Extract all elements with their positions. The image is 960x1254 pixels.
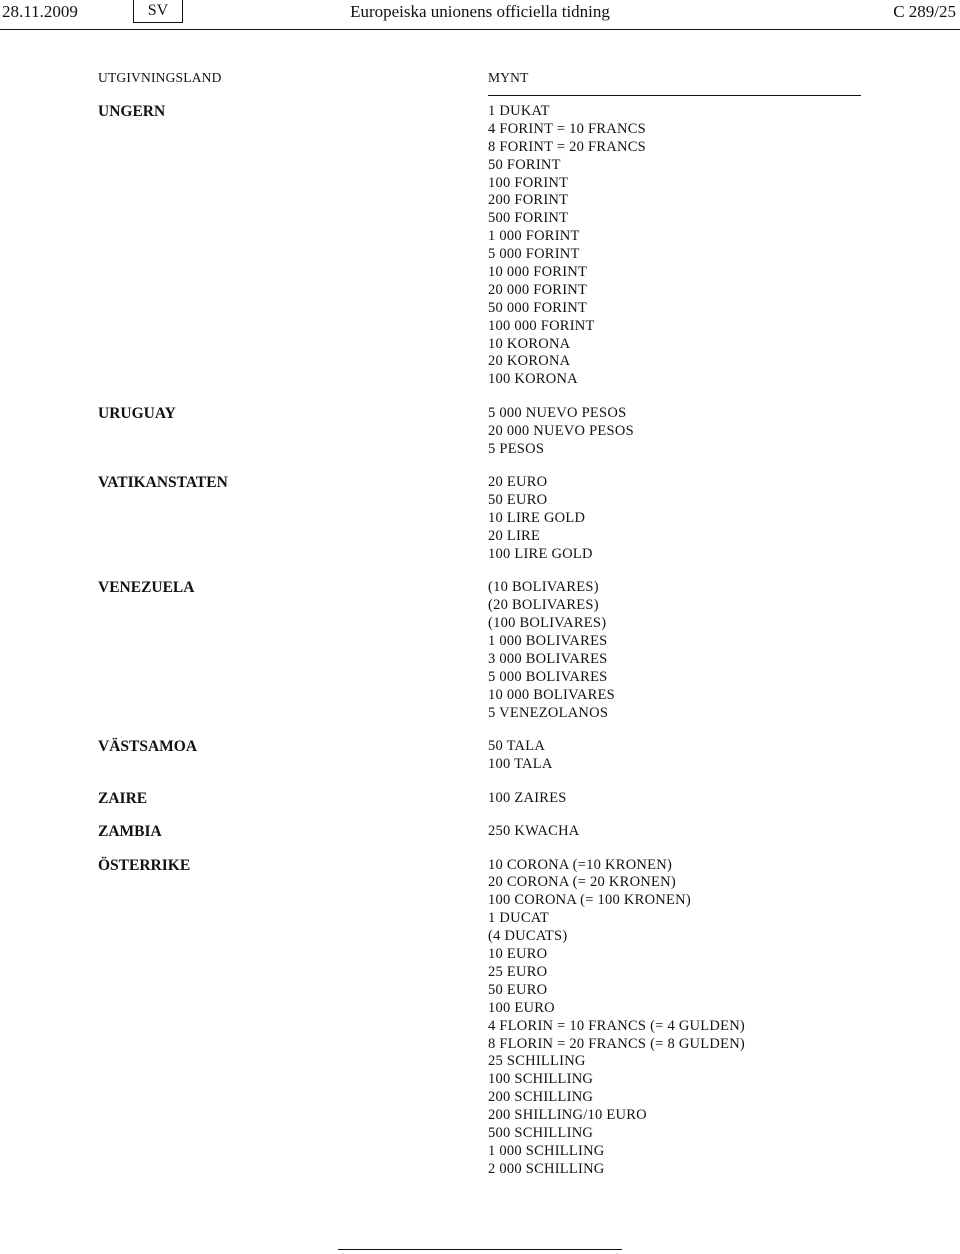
coin-item: 100 LIRE GOLD [488, 545, 593, 562]
coin-item: 1 DUCAT [488, 910, 549, 927]
coin-item: 1 000 FORINT [488, 228, 580, 245]
coin-item: 100 TALA [488, 756, 553, 773]
coin-item: 10 LIRE GOLD [488, 510, 586, 527]
coin-list [488, 790, 567, 808]
page-header [0, 0, 960, 28]
coin-item: 10 CORONA (=10 KRONEN) [488, 856, 673, 873]
coin-item: (4 DUCATS) [488, 928, 568, 945]
coin-item: 5 000 BOLIVARES [488, 668, 608, 685]
coin-column-header: MYNT [488, 70, 529, 85]
coin-item: 20 000 FORINT [488, 281, 588, 298]
coin-item: 50 EURO [488, 492, 548, 509]
coin-item: 50 EURO [488, 981, 548, 998]
coin-list [488, 103, 646, 389]
coin-item: (100 BOLIVARES) [488, 615, 607, 632]
coin-item: 5 000 FORINT [488, 246, 580, 263]
coin-item: 100 EURO [488, 999, 555, 1016]
coin-item: 200 SCHILLING [488, 1089, 594, 1106]
coin-list [488, 579, 615, 722]
coin-item: 3 000 BOLIVARES [488, 650, 608, 667]
coin-item: 100 KORONA [488, 371, 578, 388]
coin-item: 1 DUKAT [488, 103, 550, 119]
coin-item: 20 CORONA (= 20 KRONEN) [488, 874, 676, 891]
coin-item: 20 000 NUEVO PESOS [488, 422, 634, 439]
coin-list [488, 474, 593, 563]
coin-item: 20 LIRE [488, 527, 541, 544]
coin-item: 250 KWACHA [488, 823, 580, 840]
country-name: VENEZUELA [98, 579, 195, 597]
country-name: ZAIRE [98, 789, 148, 807]
country-name: URUGUAY [98, 405, 176, 422]
coin-list [488, 405, 634, 459]
coin-item: 10 KORONA [488, 335, 571, 352]
coin-item: 50 TALA [488, 738, 546, 755]
coin-item: 5 VENEZOLANOS [488, 704, 609, 721]
country-column-header: UTGIVNINGSLAND [98, 70, 222, 85]
coin-item: 8 FLORIN = 20 FRANCS (= 8 GULDEN) [488, 1035, 746, 1052]
country-name: VÄSTSAMOA [98, 738, 198, 756]
coin-item: 100 SCHILLING [488, 1071, 594, 1088]
coin-item: 8 FORINT = 20 FRANCS [488, 138, 646, 155]
coin-item: 100 CORONA (= 100 KRONEN) [488, 892, 691, 909]
country-name: UNGERN [98, 103, 166, 120]
coin-item: 500 SCHILLING [488, 1124, 594, 1141]
coin-item: 500 FORINT [488, 210, 569, 227]
publication-date: 28.11.2009 [2, 2, 78, 21]
coin-item: 1 000 SCHILLING [488, 1142, 605, 1159]
coin-item: 100 ZAIRES [488, 789, 567, 806]
coin-item: 4 FORINT = 10 FRANCS [488, 120, 646, 137]
coin-item: 1 000 BOLIVARES [488, 633, 608, 650]
country-name: ÖSTERRIKE [98, 856, 191, 874]
coin-item: 50 000 FORINT [488, 299, 588, 316]
language-badge: SV [133, 0, 183, 23]
coin-column-divider [488, 95, 861, 96]
coin-item: 200 SHILLING/10 EURO [488, 1107, 647, 1124]
page-reference: C 289/25 [893, 2, 956, 21]
coin-item: 10 000 FORINT [488, 264, 588, 281]
coin-item: 50 FORINT [488, 156, 561, 173]
coin-item: 200 FORINT [488, 192, 569, 209]
coin-item: 2 000 SCHILLING [488, 1160, 605, 1177]
coin-item: (20 BOLIVARES) [488, 597, 599, 614]
coin-item: 10 EURO [488, 946, 548, 963]
header-divider [0, 29, 960, 30]
country-name: VATIKANSTATEN [98, 474, 228, 492]
coin-item: 10 000 BOLIVARES [488, 686, 615, 703]
coin-item: 5 000 NUEVO PESOS [488, 405, 627, 421]
coin-item: 100 000 FORINT [488, 317, 595, 334]
coin-list [488, 823, 580, 841]
footer-divider [338, 1249, 622, 1250]
coin-item: (10 BOLIVARES) [488, 579, 599, 596]
coin-list [488, 738, 553, 774]
journal-title: Europeiska unionens officiella tidning [350, 2, 610, 21]
coin-item: 20 EURO [488, 474, 548, 491]
coin-item: 25 SCHILLING [488, 1053, 586, 1070]
coin-item: 100 FORINT [488, 174, 569, 191]
coin-item: 20 KORONA [488, 353, 571, 370]
coin-item: 5 PESOS [488, 440, 545, 457]
coin-item: 4 FLORIN = 10 FRANCS (= 4 GULDEN) [488, 1017, 746, 1034]
country-name: ZAMBIA [98, 823, 162, 841]
coin-item: 25 EURO [488, 963, 548, 980]
coin-list [488, 857, 745, 1179]
